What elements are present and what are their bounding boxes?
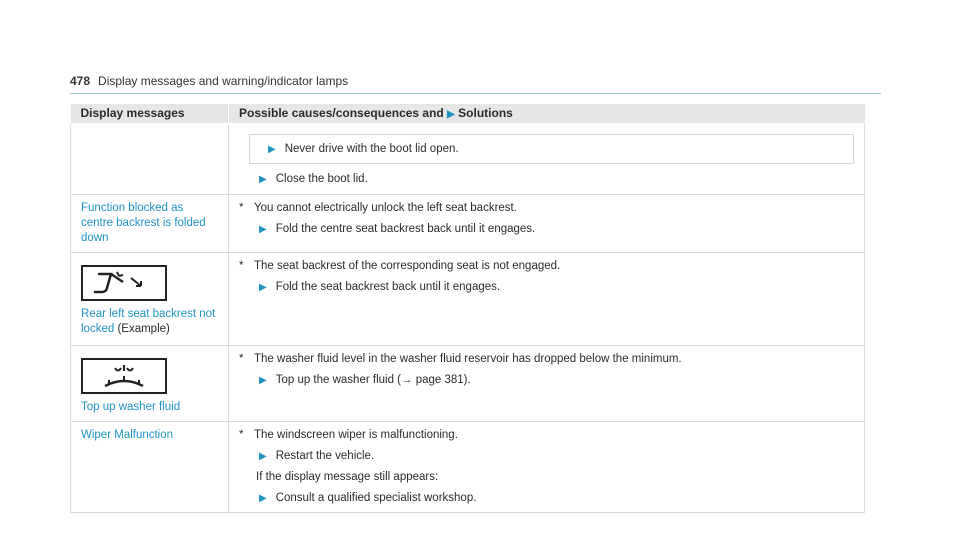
table-row [71,422,865,513]
message-cell [71,422,229,513]
solution-cell [229,346,865,422]
seat-backrest-svg [89,270,159,296]
arrow-icon: ▶ [259,493,267,504]
message-cell [71,346,229,422]
solution-cell [229,253,865,346]
asterisk-symbol: * [239,260,244,272]
solution-step: ▶ Fold the seat backrest back until it engages. [259,281,501,293]
table-row [71,195,865,253]
arrow-icon: ▶ [447,108,455,120]
seat-backrest-icon [81,265,167,301]
warning-note-box [249,134,854,164]
page-title: Display messages and warning/indicator lamps [98,74,349,88]
column-header-display-messages: Display messages [71,104,229,124]
arrow-icon: ▶ [259,174,267,185]
page-header [70,74,348,88]
cause-text: * The washer fluid level in the washer fluid reservoir has dropped below the minimum. [239,353,682,365]
asterisk-symbol: * [239,353,244,365]
arrow-icon: ▶ [259,451,267,462]
display-message-text: Rear left seat backrest not locked [81,308,216,335]
arrow-icon: ▶ [259,375,267,386]
cause-text: * You cannot electrically unlock the left seat backrest. [239,202,517,214]
cause-text: * The seat backrest of the corresponding seat is not engaged. [239,260,561,272]
column-header-causes-solutions: Possible causes/consequences and ▶ Solutions [229,104,865,124]
page-number: 478 [70,74,91,88]
condition-text: If the display message still appears: [256,471,439,483]
message-cell-empty [71,124,229,195]
note-text: Never drive with the boot lid open. [284,143,459,155]
solution-cell [229,124,865,195]
solution-step: ▶ Consult a qualified specialist workshop. [259,492,477,504]
solution-step: ▶ Restart the vehicle. [259,450,375,462]
table-row [71,253,865,346]
header-divider [70,93,881,94]
display-message-text: Top up washer fluid [81,401,181,413]
table-row [71,346,865,422]
washer-fluid-svg [89,362,159,390]
arrow-icon: ▶ [259,224,267,235]
message-cell [71,253,229,346]
display-message-text: Function blocked as centre backrest is folded down [81,202,206,244]
solution-step: ▶ Fold the centre seat backrest back until it engages. [259,223,536,235]
message-cell [71,195,229,253]
table-row [71,124,865,195]
solution-cell [229,422,865,513]
cause-text: * The windscreen wiper is malfunctioning. [239,429,458,441]
solution-step: ▶ Top up the washer fluid (→ page 381). [259,374,471,386]
display-messages-table [70,104,865,513]
washer-fluid-icon [81,358,167,394]
asterisk-symbol: * [239,202,244,214]
example-label: (Example) [117,323,170,335]
solution-step: ▶ Close the boot lid. [259,173,368,185]
arrow-icon: ▶ [259,282,267,293]
solution-cell [229,195,865,253]
arrow-icon: ▶ [268,144,276,155]
display-message-text: Wiper Malfunction [81,429,174,441]
asterisk-symbol: * [239,429,244,441]
